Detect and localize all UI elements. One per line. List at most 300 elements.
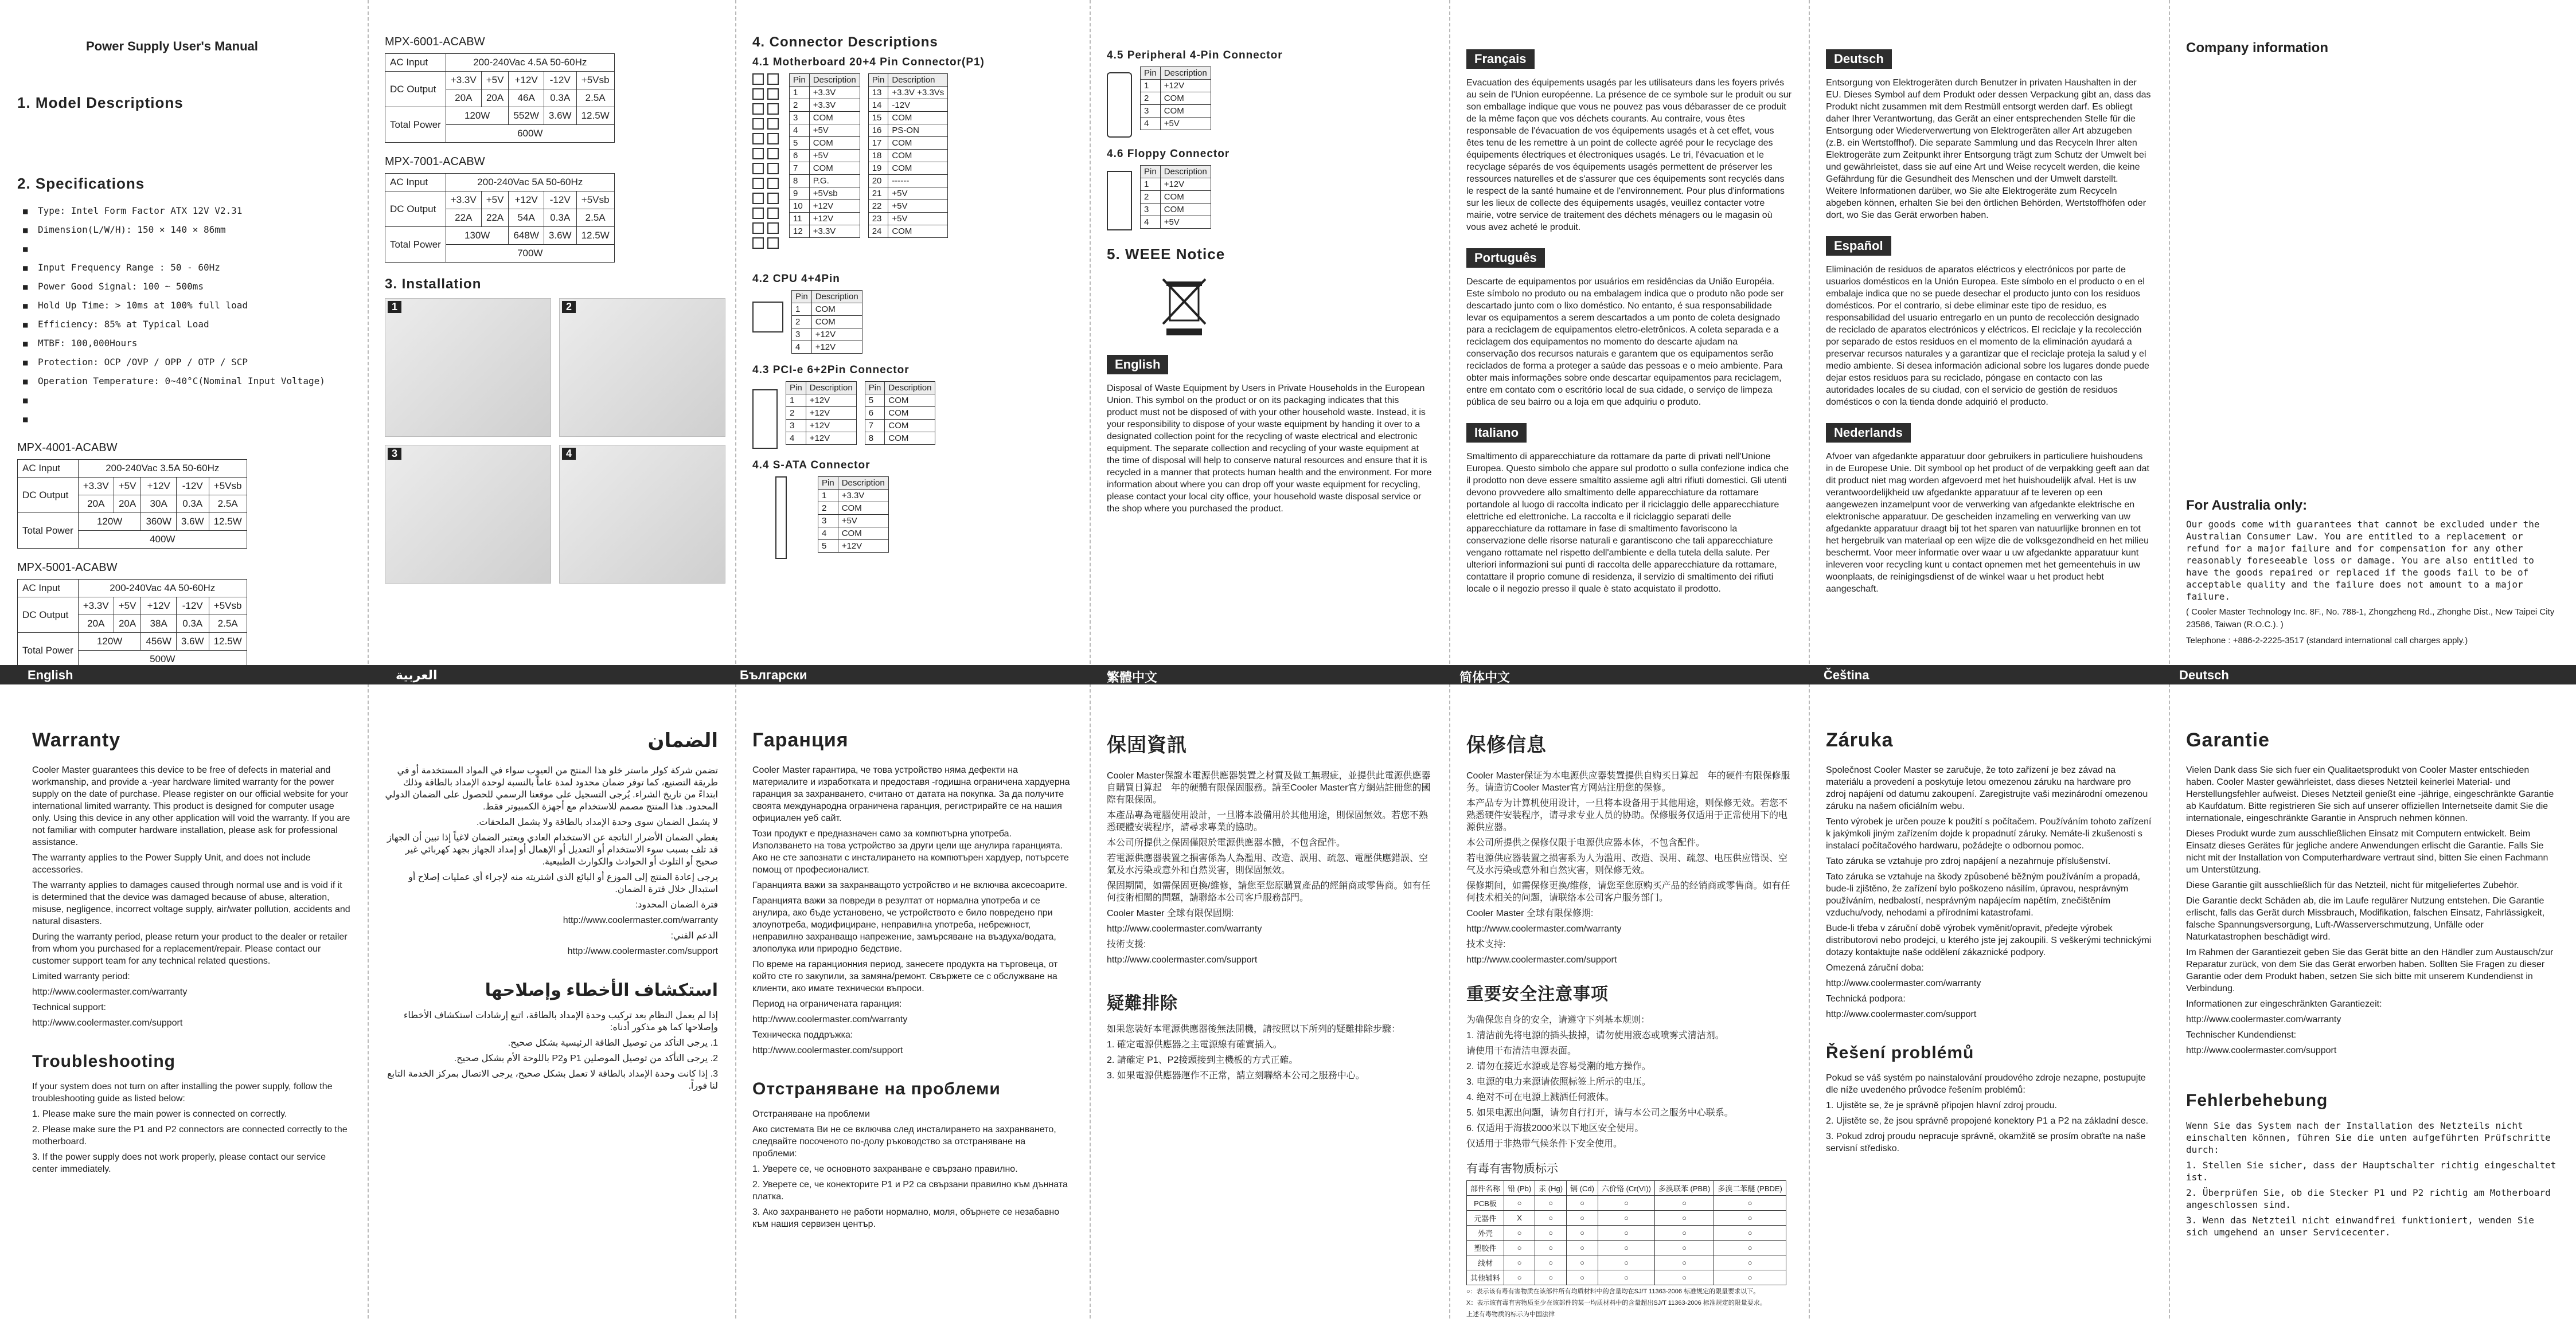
ac-input-value: 200-240Vac 4.5A 50-60Hz — [446, 54, 614, 72]
install-step-number: 1 — [388, 301, 401, 313]
rail-power: 3.6W — [544, 107, 576, 125]
pin-description: COM — [811, 316, 862, 328]
rail-current: 2.5A — [209, 495, 247, 513]
dc-output-label: DC Output — [385, 72, 446, 107]
pin-description: COM — [888, 137, 948, 150]
body-paragraph: http://www.coolermaster.com/warranty — [563, 916, 718, 925]
connector-molex-icon — [1107, 72, 1132, 138]
warranty-title: Warranty — [32, 729, 121, 751]
rail-power: 120W — [78, 513, 141, 531]
manual-title: Power Supply User's Manual — [86, 39, 258, 53]
body-paragraph: http://www.coolermaster.com/warranty — [2186, 1015, 2341, 1024]
rail-current: 22A — [481, 209, 509, 227]
connector-pin-icon — [767, 237, 779, 249]
rail-voltage: -12V — [176, 597, 209, 615]
body-paragraph: http://www.coolermaster.com/warranty — [752, 1015, 908, 1024]
rail-voltage: -12V — [544, 191, 576, 209]
pin-description: COM — [885, 407, 935, 420]
pin-description: COM — [809, 112, 860, 124]
body-paragraph: During the warranty period, please return your product to the dealer or retailer from whom you purchased for a replacement/repair. Please contact our customer support team for any technical related questions. — [32, 932, 348, 966]
body-paragraph: Diese Garantie gilt ausschließlich für das Netzteil, nicht für mitgeliefertes Zubehör. — [2186, 881, 2519, 890]
model-name: MPX-6001-ACABW — [385, 36, 485, 48]
body-paragraph: 仅适用于非热带气候条件下安全使用。 — [1466, 1139, 1623, 1149]
dc-output-label: DC Output — [18, 478, 79, 513]
pin-description: +5V — [1160, 118, 1211, 130]
section-connector-descriptions: 4. Connector Descriptions — [752, 34, 938, 50]
body-paragraph: http://www.coolermaster.com/warranty — [1826, 979, 1981, 988]
pin-number: 23 — [868, 213, 888, 225]
floppy-connector — [1107, 165, 1432, 230]
pin-header: Pin — [792, 291, 812, 303]
body-paragraph: Informationen zur eingeschränkten Garantiezeit: — [2186, 999, 2382, 1009]
body-paragraph: 若电源供应器装置之损害系为人为滥用、改造、误用、疏忽、电压供应错误、空气及水污染或意外和自然灾害，则保修无效。 — [1466, 854, 1788, 875]
pin-description: COM — [809, 162, 860, 175]
connector-pin-icon — [752, 73, 764, 85]
total-power-label: Total Power — [385, 227, 446, 263]
body-paragraph: http://www.coolermaster.com/warranty — [1466, 924, 1622, 934]
pin-description: COM — [888, 225, 948, 238]
body-paragraph: الدعم الفني: — [670, 931, 718, 941]
body-paragraph: Die Garantie deckt Schäden ab, die im Laufe regulärer Nutzung entstehen. Die Garantie erlischt, falls das Gerät durch Missbrauch, Modifikation, falschen Einsatz, Fahrlässigkeit, falsche Spannungsversorgung, Luft-/Wasserverschmutzung, Unfälle oder Naturkatastrophen beschädigt wird. — [2186, 896, 2545, 942]
rail-current: 38A — [141, 615, 176, 633]
model-name: MPX-4001-ACABW — [17, 441, 118, 454]
body-paragraph: 1. Уверете се, че основното захранване е свързано правилно. — [752, 1164, 1018, 1174]
pin-number: 19 — [868, 162, 888, 175]
body-paragraph: 2. Ujistěte se, že jsou správně propojené konektory P1 a P2 na základní desce. — [1826, 1116, 2149, 1126]
total-power-value: 600W — [446, 125, 614, 143]
section-weee-notice: 5. WEEE Notice — [1107, 245, 1225, 263]
pin-number: 14 — [868, 99, 888, 112]
total-power-label: Total Power — [18, 633, 79, 666]
pin-number: 6 — [865, 407, 885, 420]
peripheral-connector — [1107, 66, 1432, 138]
body-paragraph: 5. 如果电源出问题，请勿自行打开，请与本公司之服务中心联系。 — [1466, 1108, 1734, 1118]
spec-item: ■ Protection: OCP /OVP / OPP / OTP / SCP — [23, 353, 350, 372]
body-paragraph: Technická podpora: — [1826, 994, 1906, 1004]
pin-number: 13 — [868, 87, 888, 99]
rail-power: 12.5W — [209, 633, 247, 651]
hs-cell: ○ — [1654, 1196, 1714, 1211]
connector-pin-icon — [752, 208, 764, 219]
body-paragraph: Tato záruka se vztahuje pro zdroj napájení a nezahrnuje příslušenství. — [1826, 856, 2111, 866]
pin-number: 4 — [786, 432, 806, 445]
body-paragraph: 为确保您自身的安全，请遵守下列基本规则： — [1466, 1015, 1650, 1025]
body-paragraph: Společnost Cooler Master se zaručuje, že toto zařízení je bez závad na materiálu a provedení a poskytuje letou omezenou záruku na hardware pro zdroj napájení od datumu zakoupení. Zaregistrujte vaši mezinárodní omezenou záruku na našem oficiálním webu. — [1826, 765, 2148, 811]
install-step-number: 2 — [562, 301, 576, 313]
pin-header: Pin — [1141, 166, 1161, 178]
troubleshooting-title: Řešení problémů — [1826, 1043, 1974, 1062]
body-paragraph: 2. Please make sure the P1 and P2 connectors are connected correctly to the motherboard. — [32, 1125, 348, 1147]
hs-cell: X — [1504, 1211, 1535, 1226]
pin-description: +12V — [809, 213, 860, 225]
rail-voltage: +5V — [114, 597, 141, 615]
description-header: Description — [811, 291, 862, 303]
connector-pin-icon — [767, 103, 779, 115]
body-paragraph: http://www.coolermaster.com/support — [2186, 1046, 2337, 1055]
pin-table — [786, 381, 857, 445]
description-header: Description — [809, 74, 860, 87]
hs-cell: ○ — [1714, 1241, 1786, 1255]
hs-cell: ○ — [1654, 1270, 1714, 1285]
body-paragraph: 3. إذا كانت وحدة الإمداد بالطاقة لا تعمل بشكل صحيح، يرجى الاتصال بمركز الخدمة التابع لنا فوراً. — [387, 1069, 718, 1091]
panel-warranty-bulgarian — [735, 684, 1090, 1338]
pin-header: Pin — [818, 477, 838, 490]
ac-input-label: AC Input — [385, 54, 446, 72]
model-name: MPX-5001-ACABW — [17, 561, 118, 574]
connector-sata-icon — [775, 476, 787, 559]
total-power-value: 400W — [78, 531, 247, 549]
lang-tag-portuguese: Português — [1466, 248, 1545, 268]
body-paragraph: 1. يرجى التأكد من توصيل الطاقة الرئيسية بشكل صحيح. — [508, 1038, 718, 1048]
body-paragraph: 6. 仅适用于海拔2000米以下地区安全使用。 — [1466, 1124, 1644, 1133]
hs-cell: ○ — [1567, 1270, 1598, 1285]
total-power-label: Total Power — [385, 107, 446, 143]
rail-current: 0.3A — [176, 495, 209, 513]
hs-cell: ○ — [1598, 1226, 1654, 1241]
hs-header-cell: 六价铬 (Cr(VI)) — [1598, 1181, 1654, 1196]
body-paragraph: Гаранцията важи за захранващото устройство и не включва аксесоарите. — [752, 881, 1068, 890]
rail-current: 0.3A — [176, 615, 209, 633]
pin-description: COM — [885, 394, 935, 407]
connector-pcie-title: 4.3 PCI-e 6+2Pin Connector — [752, 364, 910, 376]
connector-cpu-title: 4.2 CPU 4+4Pin — [752, 273, 840, 285]
body-paragraph: Omezená záruční doba: — [1826, 963, 1924, 973]
pin-description: COM — [838, 502, 888, 515]
spec-item: ■ MTBF: 100,000Hours — [23, 334, 350, 353]
pin-description: +12V — [1160, 80, 1211, 92]
pin-description: +3.3V — [809, 99, 860, 112]
connector-pin-icon — [767, 88, 779, 100]
hazardous-substances-title: 有毒有害物质标示 — [1466, 1163, 1558, 1175]
body-paragraph: http://www.coolermaster.com/support — [567, 946, 718, 956]
hs-cell: ○ — [1504, 1270, 1535, 1285]
install-step-image — [559, 298, 725, 437]
pin-description: +12V — [811, 341, 862, 354]
hs-cell: ○ — [1535, 1270, 1567, 1285]
connector-motherboard-title: 4.1 Motherboard 20+4 Pin Connector(P1) — [752, 56, 985, 68]
panel-models-installation — [368, 0, 735, 665]
pin-description: COM — [838, 527, 888, 540]
connector-pin-icon — [767, 118, 779, 130]
body-paragraph: 1. 確定電源供應器之主電源線有確實插入。 — [1107, 1040, 1282, 1050]
pin-number: 8 — [865, 432, 885, 445]
lang-tag-german: Deutsch — [1826, 49, 1892, 69]
rail-power: 3.6W — [544, 227, 576, 245]
pin-number: 22 — [868, 200, 888, 213]
rail-current: 0.3A — [544, 89, 576, 107]
warranty-title: 保固資訊 — [1107, 734, 1187, 756]
pin-number: 10 — [790, 200, 810, 213]
pin-table — [791, 290, 862, 354]
troubleshooting-title: Отстраняване на проблеми — [752, 1079, 1001, 1098]
pin-description: +3.3V +3.3Vs — [888, 87, 948, 99]
panel-warranty-trad-chinese — [1090, 684, 1449, 1338]
install-step-image — [385, 298, 551, 437]
description-header: Description — [888, 74, 948, 87]
hs-cell: ○ — [1504, 1196, 1535, 1211]
rail-current: 2.5A — [576, 89, 614, 107]
rail-voltage: +3.3V — [446, 191, 481, 209]
pin-number: 3 — [790, 112, 810, 124]
body-paragraph: Този продукт е предназначен само за компютърна употреба. Използването на това устройство за други цели ще анулира гаранцията. Ако не сте запознати с инсталирането на компютърен хардуер, потърсете помощ от професионалист. — [752, 829, 1069, 875]
connector-sata-title: 4.4 S-ATA Connector — [752, 459, 871, 471]
connector-pin-icon — [752, 88, 764, 100]
pin-description: +5V — [809, 124, 860, 137]
hs-cell: ○ — [1535, 1255, 1567, 1270]
pin-description: +5V — [838, 515, 888, 527]
pin-number: 2 — [1141, 191, 1161, 204]
hs-cell: ○ — [1504, 1226, 1535, 1241]
hs-cell: ○ — [1598, 1255, 1654, 1270]
australia-address: ( Cooler Master Technology Inc. 8F., No. 788-1, Zhongzheng Rd., Zhonghe Dist., New Taipei City 23586, Taiwan (R.O.C.). ) — [2186, 607, 2555, 629]
body-paragraph: 2. Уверете се, че конекторите P1 и P2 са свързани правилно към дънната платка. — [752, 1180, 1068, 1202]
pin-table — [1140, 165, 1211, 229]
pin-description: -12V — [888, 99, 948, 112]
panel-warranty-arabic — [368, 684, 735, 1338]
connector-pin-icon — [752, 103, 764, 115]
rail-voltage: +5V — [114, 478, 141, 495]
pin-description: +12V — [809, 200, 860, 213]
pin-header: Pin — [1141, 67, 1161, 80]
hs-cell: 元器件 — [1467, 1211, 1504, 1226]
pin-header: Pin — [865, 382, 885, 394]
connector-pin-icon — [752, 237, 764, 249]
australia-telephone: Telephone : +886-2-2225-3517 (standard international call charges apply.) — [2186, 636, 2468, 645]
body-paragraph: http://www.coolermaster.com/support — [1466, 955, 1617, 965]
pin-description: +3.3V — [809, 87, 860, 99]
body-paragraph: http://www.coolermaster.com/warranty — [32, 987, 188, 997]
pin-header: Pin — [790, 74, 810, 87]
pin-description: COM — [888, 112, 948, 124]
pin-number: 21 — [868, 187, 888, 200]
connector-24pin-icon — [752, 73, 781, 263]
body-paragraph: Dieses Produkt wurde zum ausschließlichen Einsatz mit Computern entwickelt. Beim Einsatz dieses Gerätes für jegliche andere Anwendungen erlischt die Garantie. Falls Sie nicht mit der Installation von Computerhardware vertraut sind, bitten Sie einen Fachmann um Unterstützung. — [2186, 829, 2548, 875]
body-paragraph: 保修期间，如需保修更换/维修，请您至您原购买产品的经销商或零售商。如有任何技术相关的问题，请联络本公司客户服务部门。 — [1466, 881, 1790, 903]
rail-current: 22A — [446, 209, 481, 227]
company-info-title: Company information — [2186, 40, 2329, 56]
hs-cell: ○ — [1714, 1196, 1786, 1211]
australia-text: Our goods come with guarantees that cannot be excluded under the Australian Consumer Law. You are entitled to a replacement or refund for a major failure and for compensation for any other reasonably foreseeable loss or damage. You are also entitled to have the goods repaired or replaced if the goods fail to be of acceptable quality and the failure does not amount to a major failure. — [2186, 519, 2540, 602]
spec-list — [23, 202, 350, 429]
panel-warranty-english — [0, 684, 368, 1338]
hazardous-substances-table — [1466, 1180, 1786, 1285]
panel-warranty-czech — [1809, 684, 2169, 1338]
pin-number: 2 — [792, 316, 812, 328]
hs-cell: ○ — [1714, 1226, 1786, 1241]
rail-voltage: +3.3V — [78, 478, 114, 495]
section-installation: 3. Installation — [385, 276, 482, 292]
body-paragraph: The warranty applies to the Power Supply Unit, and does not include accessories. — [32, 853, 311, 875]
pin-description: COM — [885, 420, 935, 432]
install-step-image — [385, 445, 551, 584]
rail-current: 20A — [114, 495, 141, 513]
body-paragraph: Cooler Master保證本電源供應器裝置之材質及做工無瑕疵，並提供此電源供應器自購買日算起 年的硬體有限保固服務。請至Cooler Master官方網站註冊您的國際有限保固。 — [1107, 771, 1431, 805]
panel-warranty-simp-chinese — [1449, 684, 1809, 1338]
body-paragraph: Период на ограничената гаранция: — [752, 999, 902, 1009]
body-paragraph: Cooler Master guarantees this device to be free of defects in material and workmanship, and provide a -year hardware limited warranty for the power supply on the date of purchase. Please register on our official website for your international limited warranty. This product is designed for computer usage only. Using this device in any other application will void the warranty. If you are not familiar with computer hardware installation, please ask for professional assistance. — [32, 765, 350, 847]
pin-table — [1140, 66, 1211, 130]
body-paragraph: 3. If the power supply does not work properly, please contact our service center immediately. — [32, 1152, 326, 1174]
pin-number: 8 — [790, 175, 810, 187]
hs-header-cell: 汞 (Hg) — [1535, 1181, 1567, 1196]
hs-header-cell: 多溴二苯醚 (PBDE) — [1714, 1181, 1786, 1196]
body-paragraph: Bude-li třeba v záruční době výrobek vyměnit/opravit, předejte výrobek distributorovi nebo prodejci, u kterého jste jej zakoupili. S veškerými technickými dotazy kontaktujte naše oddělení zákaznické podpory. — [1826, 924, 2152, 957]
body-paragraph: По време на гаранционния период, занесете продукта на търговеца, от който сте го закупили, за замяна/ремонт. Свържете се с обслужване на клиенти, ако имате технически въпроси. — [752, 960, 1058, 993]
troubleshooting-title: Troubleshooting — [32, 1052, 175, 1071]
pin-number: 4 — [790, 124, 810, 137]
body-paragraph: 1. Stellen Sie sicher, dass der Hauptschalter richtig eingeschaltet ist. — [2186, 1160, 2557, 1183]
stripe-label-czech: Čeština — [1824, 668, 1869, 682]
connector-pin-icon — [767, 193, 779, 204]
psu-spec-table — [17, 579, 247, 665]
pin-description: COM — [1160, 204, 1211, 216]
body-paragraph: Ако системата Ви не се включва след инсталирането на захранването, следвайте посоченото по-долу ръководство за отстраняване на проблеми: — [752, 1125, 1056, 1159]
pin-description: +3.3V — [838, 490, 888, 502]
body-paragraph: يغطي الضمان الأضرار الناتجة عن الاستخدام العادي ويعتبر الضمان لاغياً إذا تبين أن الجهاز قد تلف بسبب سوء الاستخدام أو التعديل أو الإهمال أو إمداد الجهاز بجهد كهربائي غير صحيح أو التلوث أو الحوادث والكوارث الطبيعية. — [387, 833, 718, 867]
rail-current: 2.5A — [209, 615, 247, 633]
ac-input-label: AC Input — [18, 580, 79, 597]
pin-description: +5V — [888, 200, 948, 213]
pin-number: 2 — [790, 99, 810, 112]
connector-floppy-icon — [1107, 171, 1132, 230]
connector-peripheral-title: 4.5 Peripheral 4-Pin Connector — [1107, 49, 1283, 61]
body-paragraph: Limited warranty period: — [32, 972, 130, 981]
description-header: Description — [838, 477, 888, 490]
stripe-label-trad-chinese: 繁體中文 — [1107, 670, 1158, 684]
rail-power: 12.5W — [576, 227, 614, 245]
pin-description: +5V — [809, 150, 860, 162]
hs-cell: ○ — [1654, 1226, 1714, 1241]
body-paragraph: Pokud se váš systém po nainstalování proudového zdroje nezapne, postupujte dle níže uvedeného průvodce řešením problémů: — [1826, 1073, 2146, 1095]
pin-number: 12 — [790, 225, 810, 238]
pin-number: 11 — [790, 213, 810, 225]
body-paragraph: 2. Überprüfen Sie, ob die Stecker P1 und P2 richtig am Motherboard angeschlossen sind. — [2186, 1187, 2551, 1210]
panel-weee-languages-1 — [1449, 0, 1809, 665]
safety-title: 重要安全注意事项 — [1466, 985, 1609, 1004]
pin-number: 16 — [868, 124, 888, 137]
body-paragraph: 本公司所提供之保固僅限於電源供應器本體，不包含配件。 — [1107, 838, 1346, 848]
troubleshooting-title: 疑難排除 — [1107, 994, 1178, 1013]
hs-cell: ○ — [1567, 1196, 1598, 1211]
total-power-value: 500W — [78, 651, 247, 666]
connector-pin-icon — [767, 73, 779, 85]
rail-voltage: +5V — [481, 191, 509, 209]
dc-output-label: DC Output — [18, 597, 79, 633]
pin-number: 3 — [792, 328, 812, 341]
pin-description: COM — [888, 150, 948, 162]
spec-item: ■ Hold Up Time: > 10ms at 100% full load — [23, 296, 350, 315]
pin-number: 17 — [868, 137, 888, 150]
warranty-title: Гаранция — [752, 729, 849, 751]
spec-item — [23, 391, 350, 410]
ac-input-value: 200-240Vac 3.5A 50-60Hz — [78, 460, 247, 478]
rail-current: 20A — [78, 615, 114, 633]
pin-table — [868, 73, 949, 238]
pin-description: +12V — [811, 328, 862, 341]
rail-voltage: -12V — [176, 478, 209, 495]
ac-input-value: 200-240Vac 4A 50-60Hz — [78, 580, 247, 597]
spec-item — [23, 240, 350, 259]
body-paragraph: Cooler Master гарантира, че това устройство няма дефекти на материалите и изработката и предоставя -годишна ограничена хардуерна гаранция за захранването, считано от датата на покупка. За да получите своята международна ограничена гаранция, регистрирайте се на нашия официален уеб сайт. — [752, 765, 1070, 823]
connector-pin-icon — [752, 133, 764, 144]
pin-description: COM — [888, 162, 948, 175]
hs-cell: ○ — [1567, 1255, 1598, 1270]
connector-pin-icon — [767, 148, 779, 159]
rail-power: 456W — [141, 633, 176, 651]
panel-company-info — [2169, 0, 2576, 665]
pin-number: 4 — [792, 341, 812, 354]
pin-number: 2 — [1141, 92, 1161, 105]
body-paragraph: Отстраняване на проблеми — [752, 1109, 870, 1119]
body-paragraph: 本公司所提供之保修仅限于电源供应器本体，不包含配件。 — [1466, 838, 1705, 848]
pcie-connector — [752, 381, 1072, 449]
hazardous-note: ○：表示该有毒有害物质在该部件所有均质材料中的含量均在SJ/T 11363-2006 标准规定的限量要求以下。 — [1466, 1288, 1760, 1295]
hs-cell: ○ — [1535, 1211, 1567, 1226]
panel-warranty-german — [2169, 684, 2576, 1338]
body-paragraph: 请使用干布清洁电源表面。 — [1466, 1046, 1577, 1056]
rail-voltage: +5Vsb — [576, 191, 614, 209]
body-paragraph: 2. يرجى التأكد من توصيل الموصلين P1 وP2 باللوحة الأم بشكل صحيح. — [454, 1054, 718, 1063]
connector-pin-icon — [752, 193, 764, 204]
troubleshooting-title: Fehlerbehebung — [2186, 1091, 2328, 1110]
pin-description: PS-ON — [888, 124, 948, 137]
body-paragraph: 若電源供應器裝置之損害係為人為濫用、改造、誤用、疏忽、電壓供應錯誤、空氣及水污染或意外和自然災害，則保固無效。 — [1107, 854, 1428, 875]
psu-spec-table — [385, 173, 615, 263]
pin-description: +12V — [806, 407, 856, 420]
stripe-label-arabic: العربية — [396, 668, 438, 682]
spec-item: ■ Input Frequency Range : 50 - 60Hz — [23, 259, 350, 277]
spec-item — [23, 410, 350, 429]
body-paragraph: 技术支持: — [1466, 940, 1506, 949]
body-paragraph: Vielen Dank dass Sie sich fuer ein Qualitaetsprodukt von Cooler Master entschieden haben. Cooler Master gewährleistet, dass dieses Netzteil keinerlei Material- und Herstellungsfehler aufweist. Dieses Netzteil genießt eine -jährige, eingeschränkte Garantie ab Kaufdatum. Bitte registrieren Sie sich auf unserer offiziellen Internetseite damit Sie die internationale, eingeschränkte Garantie in Anspruch nehmen können. — [2186, 765, 2554, 823]
pin-number: 3 — [1141, 204, 1161, 216]
hs-cell: ○ — [1714, 1270, 1786, 1285]
spec-item: ■ Efficiency: 85% at Typical Load — [23, 315, 350, 334]
lang-tag-french: Français — [1466, 49, 1535, 69]
spec-item: ■ Power Good Signal: 100 ~ 500ms — [23, 277, 350, 296]
hs-cell: 外壳 — [1467, 1226, 1504, 1241]
hs-cell: ○ — [1567, 1241, 1598, 1255]
description-header: Description — [806, 382, 856, 394]
hs-cell: ○ — [1598, 1270, 1654, 1285]
body-paragraph: Гаранцията важи за повреди в резултат от нормална употреба и се анулира, ако бъде установено, че устройството е било повредено при злоупотреба, модифициране, неправилна употреба, небрежност, неправилно захранващо напрежение, замърсяване на въздуха/водата, злополука или природно бедствие. — [752, 896, 1056, 954]
pin-number: 3 — [786, 420, 806, 432]
install-step-number: 4 — [562, 448, 576, 460]
section-model-descriptions: 1. Model Descriptions — [17, 94, 184, 111]
pin-number: 7 — [865, 420, 885, 432]
pin-description: +5V — [1160, 216, 1211, 229]
hs-cell: 其他辅料 — [1467, 1270, 1504, 1285]
body-paragraph: 如果您裝好本電源供應器後無法開機，請按照以下所列的疑難排除步驟： — [1107, 1024, 1401, 1034]
warranty-title: Záruka — [1826, 729, 1894, 751]
rail-power: 3.6W — [176, 633, 209, 651]
hs-cell: ○ — [1714, 1211, 1786, 1226]
weee-text-french: Evacuation des équipements usagés par les utilisateurs dans les foyers privés au sein de l'Union européenne. La présence de ce symbole sur le produit ou sur son emballage indique que vous ne pouvez pas vous débarasser de ce produit de la même façon que vos déchets courants. Au contraire, vous êtes responsable de l'évacuation de vos équipements usagés et à cet effet, vous êtes tenu de les remettre à un point de collecte agréé pour le recyclage des équipements électriques et électroniques usagés. Le tri, l'évacuation et le recyclage séparés de vos équipements usagés permettent de préserver les ressources naturelles et de s'assurer que ces équipements sont recyclés dans le respect de la santé humaine et de l'environnement. Pour plus d'informations sur les lieux de collecte des équipements usagés, veuillez contacter votre mairie, votre service de traitement des déchets ménagers ou le magasin où vous avez acheté le produit. — [1466, 78, 1792, 232]
rail-voltage: -12V — [544, 72, 576, 89]
rail-power: 120W — [446, 107, 509, 125]
description-header: Description — [1160, 67, 1211, 80]
connector-pin-icon — [767, 222, 779, 234]
pin-number: 4 — [818, 527, 838, 540]
body-paragraph: 3. Ако захранването не работи нормално, моля, обърнете се незабавно към нашия сервизен център. — [752, 1207, 1060, 1229]
pin-number: 4 — [1141, 216, 1161, 229]
spec-item: ■ Operation Temperature: 0~40°C(Nominal Input Voltage) — [23, 372, 350, 391]
body-paragraph: تضمن شركة كولر ماستر خلو هذا المنتج من العيوب سواء في المواد المستخدمة أو في طريقة التصنيع، كما توفر ضمان محدود لمدة عاماً بالنسبة لوحدة الإمداد بالطاقة وذلك ابتداءً من تاريخ الشراء. يُرجى التسجيل على موقعنا الرسمي للحصول على الضمان الدولي المحدود. هذا المنتج مصمم للاستخدام مع أجهزة الكمبيوتر فقط. — [385, 766, 718, 812]
connector-pin-icon — [767, 133, 779, 144]
panel-peripheral-weee — [1090, 0, 1449, 665]
hs-cell: ○ — [1567, 1211, 1598, 1226]
psu-spec-table — [17, 459, 247, 549]
